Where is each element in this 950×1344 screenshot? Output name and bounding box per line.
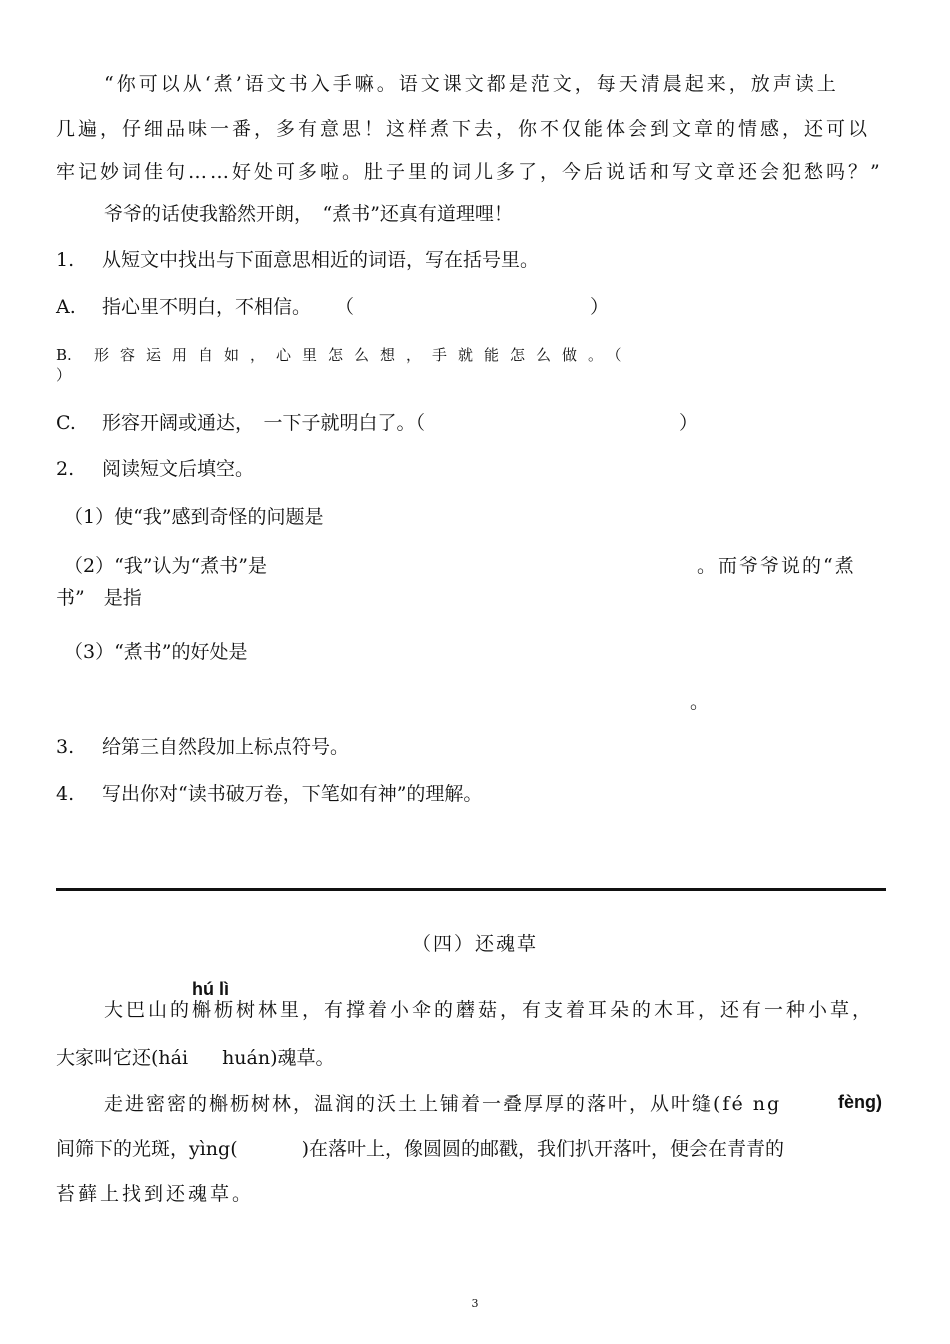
option-text: 形容开阔或通达， 一下子就明白了。（ (102, 412, 426, 434)
question-2-1: （1）使“我”感到奇怪的问题是 (64, 506, 324, 528)
section4-line-2 (56, 1046, 335, 1070)
question-2-2b: 。而爷爷说的“煮 (697, 555, 856, 577)
question-2 (56, 457, 254, 481)
question-number: 4. (56, 783, 75, 805)
option-text: 指心里不明白，不相信。 (102, 296, 312, 318)
question-2-2a: （2）“我”认为“煮书”是 (64, 555, 267, 577)
question-2-3: （3）“煮书”的好处是 (64, 641, 248, 663)
passage-line-3: 牢记妙词佳句……好处可多啦。肚子里的词儿多了，今后说话和写文章还会犯愁吗？” (56, 161, 883, 183)
question-text: 给第三自然段加上标点符号。 (102, 736, 350, 758)
section4-line-4 (56, 1137, 784, 1161)
option-label: B. (56, 346, 72, 364)
question-1-b (56, 345, 633, 365)
section4-line-4b: )在落叶上，像圆圆的邮戳，我们扒开落叶，便会在青青的 (301, 1138, 785, 1160)
question-4 (56, 782, 482, 806)
question-number: 2. (56, 458, 75, 480)
option-text: 形容运用自如，心里怎么想，手就能怎么做。（ (94, 346, 633, 364)
pinyin-feng: fèng) (838, 1092, 882, 1112)
section4-line-5: 苔藓上找到还魂草。 (56, 1183, 255, 1205)
answer-close-bracket: ） (590, 296, 610, 318)
question-2-3-end: 。 (690, 691, 710, 713)
passage-line-1: “你可以从‘煮’语文书入手嘛。语文课文都是范文，每天清晨起来，放声读上 (104, 73, 839, 95)
passage-line-2: 几遍，仔细品味一番，多有意思！这样煮下去，你不仅能体会到文章的情感，还可以 (56, 118, 871, 140)
section4-line-4a: 间筛下的光斑，yìng( (56, 1138, 238, 1160)
passage-line-4: 爷爷的话使我豁然开朗， “煮书”还真有道理哩！ (104, 203, 513, 225)
question-text: 阅读短文后填空。 (102, 458, 255, 480)
question-text: 写出你对“读书破万卷，下笔如有神”的理解。 (102, 783, 483, 805)
section4-line-3: 走进密密的槲枥树林，温润的沃土上铺着一叠厚厚的落叶，从叶缝(fé ng (104, 1093, 782, 1115)
question-1 (56, 248, 539, 272)
question-1-a (56, 295, 609, 319)
section-divider (56, 888, 886, 891)
question-3 (56, 735, 349, 759)
question-2-2c: 书” 是指 (56, 587, 142, 609)
page-number: 3 (471, 1297, 479, 1310)
question-1-c (56, 411, 698, 435)
question-number: 3. (56, 736, 75, 758)
option-label: C. (56, 412, 76, 434)
answer-open-bracket: （ (335, 296, 355, 318)
question-number: 1. (56, 249, 75, 271)
option-label: A. (56, 296, 76, 318)
section4-line-1: 大巴山的槲枥树林里，有撑着小伞的蘑菇，有支着耳朵的木耳，还有一种小草， (104, 999, 875, 1021)
section4-line-2a: 大家叫它还(hái (56, 1047, 189, 1069)
question-text: 从短文中找出与下面意思相近的词语，写在括号里。 (102, 249, 540, 271)
section-title: （四）还魂草 (411, 933, 538, 955)
question-1-b-close: ） (56, 366, 72, 384)
section4-line-2b: huán)魂草。 (222, 1047, 335, 1069)
pinyin-huli: hú lì (192, 979, 229, 999)
answer-close-bracket: ） (679, 412, 699, 434)
